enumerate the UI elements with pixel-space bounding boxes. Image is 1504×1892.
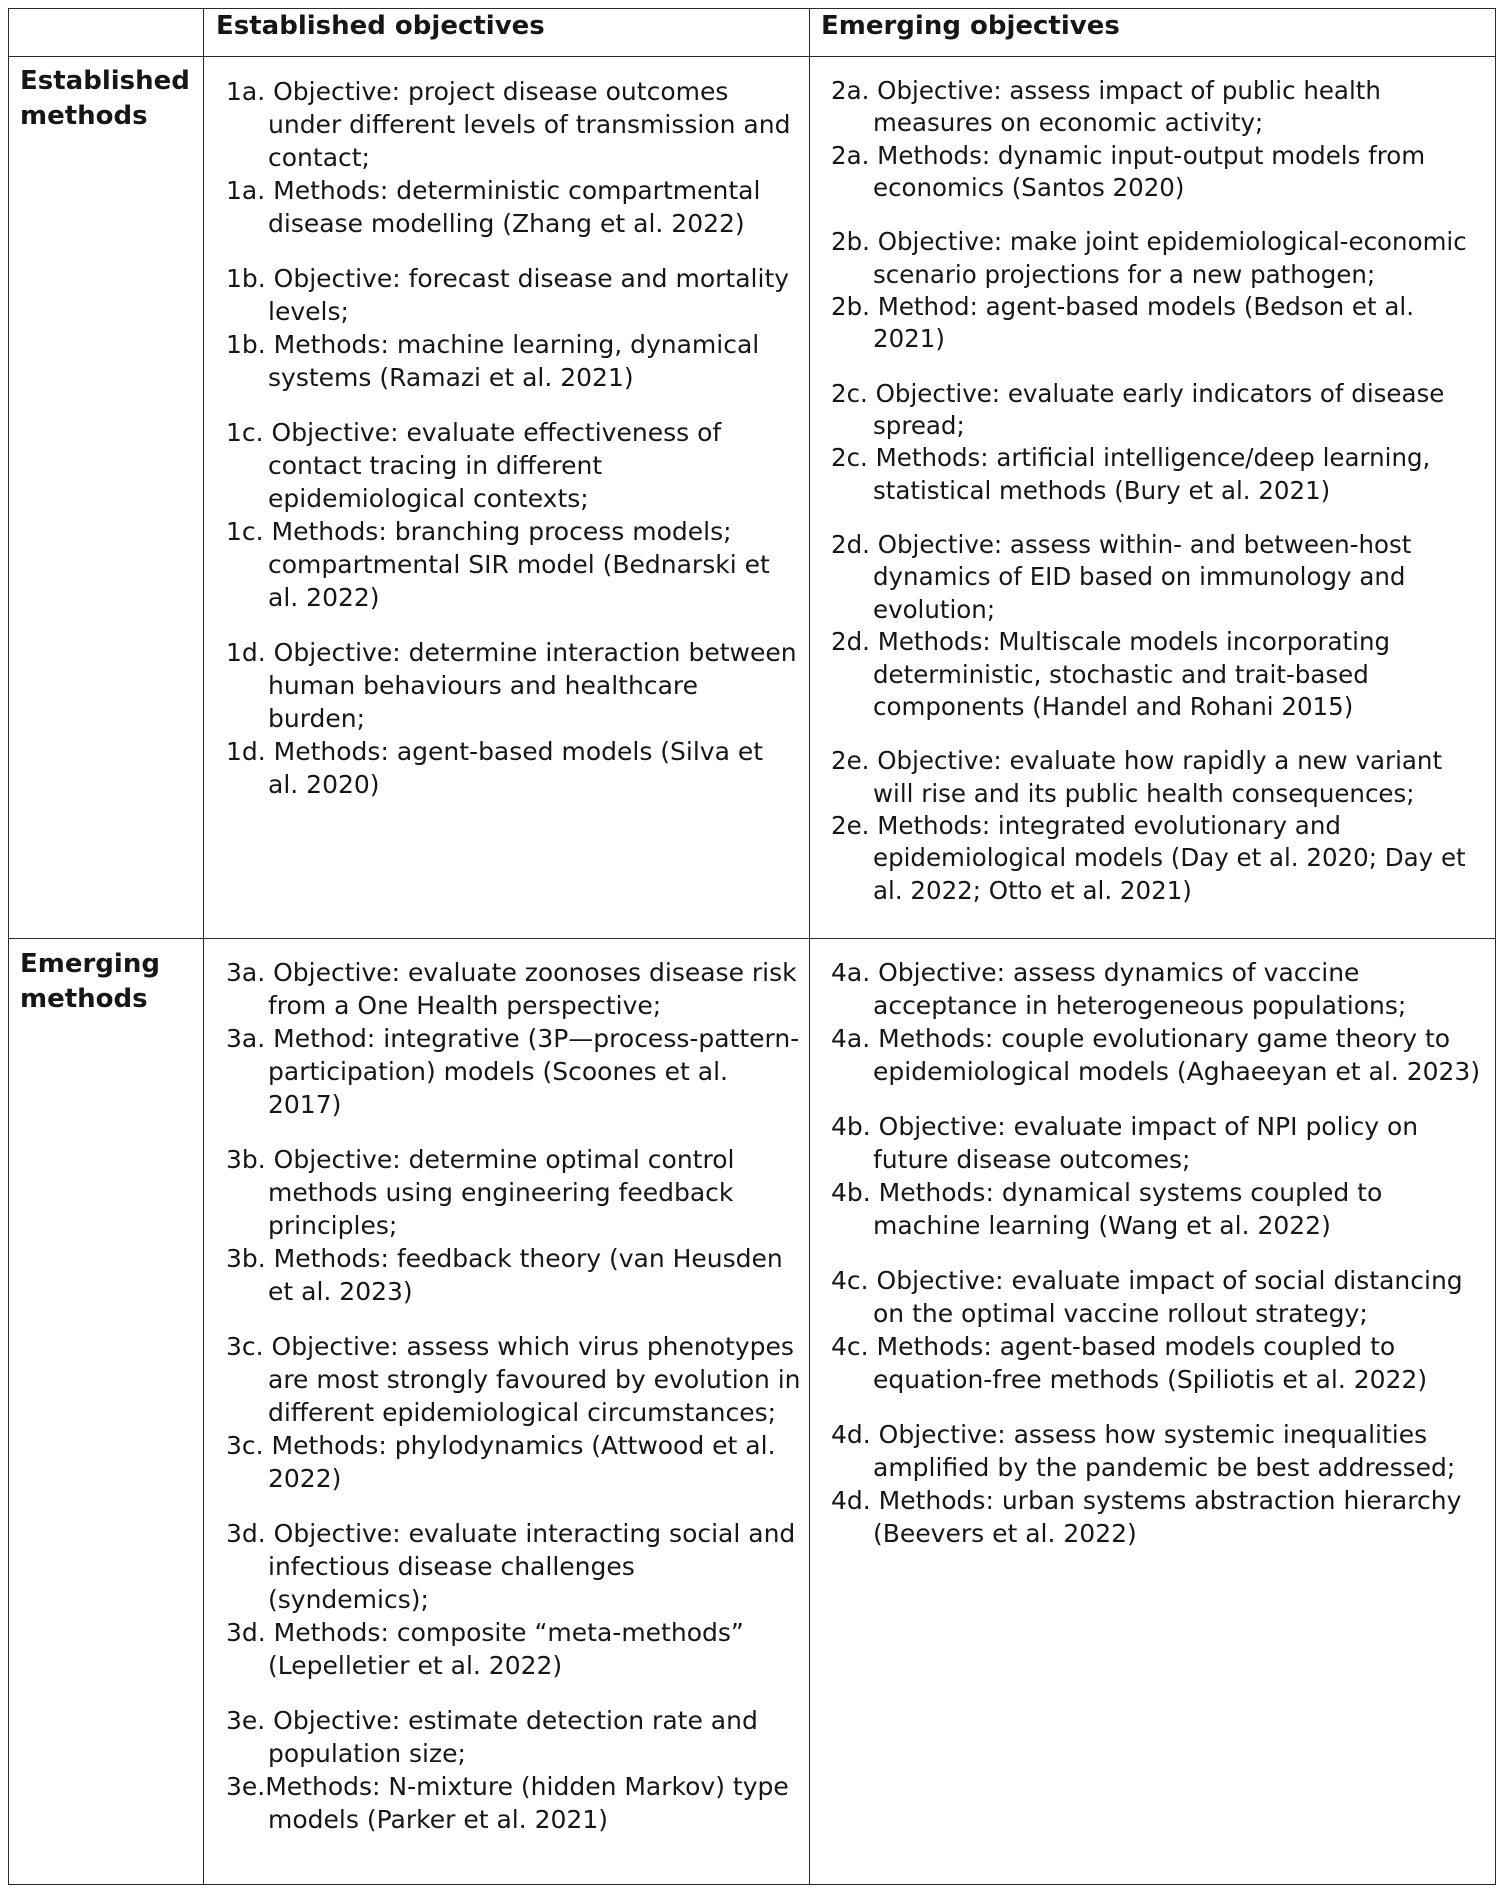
methods-text: 1a. Methods: deterministic compartmental disease modelling (Zhang et al. 2022) [226, 176, 761, 238]
objective-text: 4d. Objective: assess how systemic inequalities amplified by the pandemic be best addressed; [831, 1420, 1456, 1482]
entry-1d [226, 636, 801, 801]
methods-text: 3c. Methods: phylodynamics (Attwood et al. 2022) [226, 1431, 776, 1493]
entry-2e [831, 745, 1489, 907]
entry-3d [226, 1517, 801, 1682]
methods-text: 2a. Methods: dynamic input-output models from economics (Santos 2020) [831, 140, 1426, 203]
entry-3e [226, 1704, 801, 1836]
table-border-left [8, 8, 9, 1885]
objective-text: 3c. Objective: assess which virus phenotypes are most strongly favoured by evolution in different epidemiological circumstances; [226, 1332, 801, 1427]
entry-2d [831, 529, 1489, 723]
column-header-established-objectives: Established objectives [216, 11, 545, 41]
entry-2c [831, 378, 1489, 507]
objective-text: 1d. Objective: determine interaction between human behaviours and healthcare burden; [226, 638, 797, 733]
objective-text: 3e. Objective: estimate detection rate and population size; [226, 1706, 758, 1768]
entry-1b [226, 262, 801, 394]
entry-4d [831, 1418, 1489, 1550]
column-divider-1 [203, 8, 204, 1885]
objective-text: 2e. Objective: evaluate how rapidly a new variant will rise and its public health consequences; [831, 746, 1443, 808]
entry-1a [226, 75, 801, 240]
objective-text: 4a. Objective: assess dynamics of vaccine acceptance in heterogeneous populations; [831, 958, 1407, 1020]
entry-4a [831, 956, 1489, 1088]
entry-4c [831, 1264, 1489, 1396]
table-border-top [8, 8, 1495, 9]
methods-text: 2c. Methods: artificial intelligence/deep learning, statistical methods (Bury et al. 2021) [831, 443, 1431, 505]
cell-established-methods-emerging-objectives [831, 75, 1489, 929]
objective-text: 3b. Objective: determine optimal control methods using engineering feedback principles; [226, 1145, 735, 1240]
table-border-bottom [8, 1884, 1495, 1885]
methods-text: 1d. Methods: agent-based models (Silva et al. 2020) [226, 737, 764, 799]
column-divider-2 [809, 8, 810, 1885]
cell-emerging-methods-established-objectives [226, 956, 801, 1858]
cell-established-methods-established-objectives [226, 75, 801, 823]
objective-text: 4c. Objective: evaluate impact of social distancing on the optimal vaccine rollout strategy; [831, 1266, 1463, 1328]
methods-text: 1c. Methods: branching process models; compartmental SIR model (Bednarski et al. 2022) [226, 517, 770, 612]
methods-text: 3e.Methods: N-mixture (hidden Markov) type models (Parker et al. 2021) [226, 1772, 789, 1834]
entry-3a [226, 956, 801, 1121]
objective-text: 1c. Objective: evaluate effectiveness of contact tracing in different epidemiological contexts; [226, 418, 722, 513]
entry-2b [831, 226, 1489, 355]
row-divider [8, 938, 1495, 939]
methods-text: 2b. Method: agent-based models (Bedson et al. 2021) [831, 292, 1414, 354]
row-header-established-methods [20, 64, 200, 134]
methods-text: 4c. Methods: agent-based models coupled to equation-free methods (Spiliotis et al. 2022) [831, 1332, 1428, 1394]
methods-text: 2e. Methods: integrated evolutionary and epidemiological models (Day et al. 2020; Day et al. 2022; Otto et al. 2021) [831, 810, 1466, 905]
objective-text: 2c. Objective: evaluate early indicators of disease spread; [831, 378, 1445, 441]
objective-text: 3d. Objective: evaluate interacting social and infectious disease challenges (syndemics); [226, 1519, 796, 1614]
objective-text: 3a. Objective: evaluate zoonoses disease risk from a One Health perspective; [226, 958, 797, 1020]
entry-3b [226, 1143, 801, 1308]
entry-3c [226, 1330, 801, 1495]
objective-text: 1a. Objective: project disease outcomes under different levels of transmission and contact; [226, 77, 791, 172]
row-header-line: methods [20, 101, 148, 131]
column-header-emerging-objectives: Emerging objectives [821, 11, 1120, 41]
methods-text: 3b. Methods: feedback theory (van Heusden et al. 2023) [226, 1244, 783, 1306]
row-header-line: Established [20, 66, 190, 96]
objective-text: 2a. Objective: assess impact of public health measures on economic activity; [831, 76, 1381, 138]
table-border-right [1495, 8, 1496, 1885]
objective-text: 2d. Objective: assess within- and between-host dynamics of EID based on immunology and evolution; [831, 530, 1412, 624]
row-header-line: methods [20, 984, 148, 1014]
cell-emerging-methods-emerging-objectives [831, 956, 1489, 1572]
header-row-divider [8, 56, 1495, 57]
entry-1c [226, 416, 801, 614]
row-header-line: Emerging [20, 949, 160, 979]
objective-text: 4b. Objective: evaluate impact of NPI policy on future disease outcomes; [831, 1112, 1419, 1174]
methods-text: 2d. Methods: Multiscale models incorporating deterministic, stochastic and trait-based components (Handel and Rohani 2015) [831, 627, 1391, 721]
methods-text: 1b. Methods: machine learning, dynamical systems (Ramazi et al. 2021) [226, 330, 760, 392]
objective-text: 1b. Objective: forecast disease and mortality levels; [226, 264, 790, 326]
row-header-emerging-methods [20, 947, 200, 1017]
methods-text: 4a. Methods: couple evolutionary game theory to epidemiological models (Aghaeeyan et al. 2023) [831, 1024, 1481, 1086]
objective-text: 2b. Objective: make joint epidemiological-economic scenario projections for a new pathogen; [831, 227, 1467, 289]
methods-text: 4d. Methods: urban systems abstraction hierarchy (Beevers et al. 2022) [831, 1486, 1462, 1548]
entry-4b [831, 1110, 1489, 1242]
methods-text: 3d. Methods: composite “meta-methods” (Lepelletier et al. 2022) [226, 1618, 744, 1680]
methods-text: 4b. Methods: dynamical systems coupled to machine learning (Wang et al. 2022) [831, 1178, 1383, 1240]
methods-text: 3a. Method: integrative (3P—process-pattern-participation) models (Scoones et al. 2017) [226, 1024, 800, 1119]
entry-2a [831, 75, 1489, 204]
